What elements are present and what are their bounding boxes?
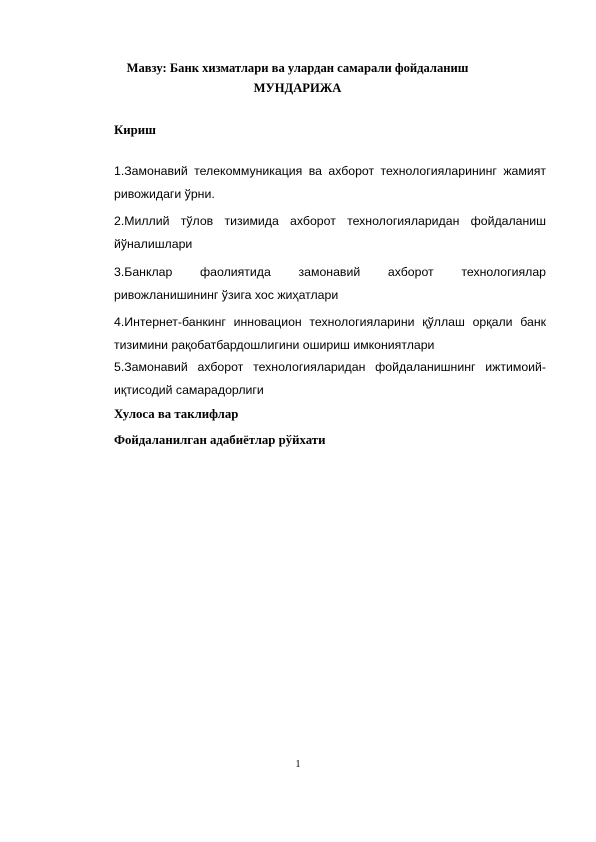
toc-item-2: 2.Миллий тўлов тизимида ахборот технологияларидан фойдаланиш йўналишлари xyxy=(114,214,546,251)
toc-item-4: 4.Интернет-банкинг инновацион технологияларини қўллаш орқали банк тизимини рақобатбардошлигини ошириш имкониятлари xyxy=(114,315,546,352)
intro-heading: Кириш xyxy=(114,123,156,137)
toc-item-5: 5.Замонавий ахборот технологияларидан фойдаланишнинг ижтимоий-иқтисодий самарадорлиги xyxy=(114,360,546,397)
document-title xyxy=(110,58,485,98)
conclusion-heading: Хулоса ва таклифлар xyxy=(114,407,239,421)
toc-item-1: 1.Замонавий телекоммуникация ва ахборот технологияларининг жамият ривожидаги ўрни. xyxy=(114,164,546,201)
references-heading: Фойдаланилган адабиётлар рўйхати xyxy=(114,433,326,447)
contents-heading: МУНДАРИЖА xyxy=(253,81,342,95)
page-number: 1 xyxy=(295,759,301,770)
toc-item-3: 3.Банклар фаолиятида замонавий ахборот технологиялар ривожланишининг ўзига хос жиҳатлари xyxy=(114,265,546,302)
topic-heading: Мавзу: Банк хизматлари ва улардан самарали фойдаланиш xyxy=(126,61,469,75)
